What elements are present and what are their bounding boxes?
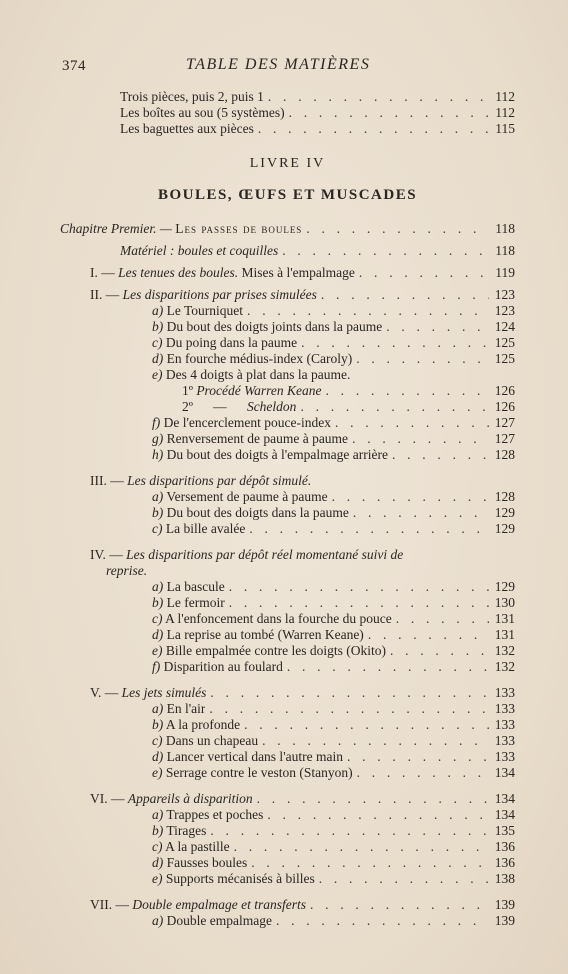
sub-entry: a) Trappes et poches . . . 134	[60, 807, 515, 823]
dot-leader	[386, 643, 489, 659]
dot-leader	[285, 105, 489, 121]
dot-leader	[243, 303, 489, 319]
sub-entry: e) Supports mécanisés à billes . . . 138	[60, 871, 515, 887]
section-entry: IV. — Les disparitions par dépôt réel momentané suivi de	[90, 547, 404, 562]
dot-leader	[258, 733, 489, 749]
dot-leader	[331, 415, 489, 431]
chapter-label: Chapitre Premier. —	[60, 221, 176, 236]
entry-text: Trois pièces, puis 2, puis 1	[120, 89, 264, 104]
dot-leader	[328, 489, 489, 505]
sub-entry: a) Versement de paume à paume . . . 128	[60, 489, 515, 505]
entry-text: Les boîtes au sou (5 systèmes)	[120, 105, 285, 120]
sub-entry: b) Tirages . . . 135	[60, 823, 515, 839]
entry-page: 112	[495, 105, 515, 120]
toc-entry	[60, 105, 515, 121]
sub-entry: a) En l'air . . . 133	[60, 701, 515, 717]
materiel-entry	[60, 243, 515, 259]
running-title: TABLE DES MATIÈRES	[186, 56, 371, 73]
dot-leader	[253, 791, 489, 807]
table-of-contents	[60, 89, 515, 929]
dot-leader	[392, 611, 489, 627]
sub-entry: f) Disparition au foulard . . . 132	[60, 659, 515, 675]
sub-sub-entry: 1º Procédé Warren Keane . . . 126	[60, 383, 515, 399]
sub-entry: c) A la pastille . . . 136	[60, 839, 515, 855]
entry-text: Matériel : boules et coquilles	[120, 243, 279, 258]
dot-leader	[254, 121, 489, 137]
dot-leader	[352, 351, 489, 367]
entry-page: 118	[495, 243, 515, 258]
sub-entry: a) Double empalmage . . . 139	[60, 913, 515, 929]
dot-leader	[240, 717, 489, 733]
sub-entry: b) A la profonde . . . 133	[60, 717, 515, 733]
dot-leader	[355, 265, 489, 281]
entry-page: 119	[495, 265, 515, 280]
sub-entry: c) A l'enfoncement dans la fourche du pouce . . . 131	[60, 611, 515, 627]
sub-entry: e) Des 4 doigts à plat dans la paume.	[152, 367, 351, 382]
entry-page: 115	[495, 121, 515, 136]
dot-leader	[353, 765, 489, 781]
dot-leader	[225, 579, 489, 595]
dot-leader	[388, 447, 489, 463]
sub-entry: f) De l'encerclement pouce-index . . . 127	[60, 415, 515, 431]
sub-entry: c) La bille avalée . . . 129	[60, 521, 515, 537]
dot-leader	[317, 287, 489, 303]
entry-page: 112	[495, 89, 515, 104]
dot-leader	[315, 871, 489, 887]
dot-leader	[278, 243, 489, 259]
entry-text: Les baguettes aux pièces	[120, 121, 254, 136]
sub-entry: e) Serrage contre le veston (Stanyon) . . . 134	[60, 765, 515, 781]
sub-entry: d) Fausses boules . . . 136	[60, 855, 515, 871]
dot-leader	[272, 913, 489, 929]
sub-entry: c) Du poing dans la paume . . . 125	[60, 335, 515, 351]
dot-leader	[296, 399, 489, 415]
sub-entry: a) Le Tourniquet . . . 123	[60, 303, 515, 319]
dot-leader	[348, 431, 489, 447]
toc-entry	[60, 89, 515, 105]
sub-entry: d) La reprise au tombé (Warren Keane) . . . 131	[60, 627, 515, 643]
page-number: 374	[62, 58, 86, 74]
section-title-continued: reprise.	[106, 563, 148, 578]
dot-leader	[205, 701, 489, 717]
dot-leader	[230, 839, 489, 855]
dot-leader	[264, 89, 489, 105]
entry-page: 123	[494, 287, 515, 302]
sub-entry: e) Bille empalmée contre les doigts (Okito) . . . 132	[60, 643, 515, 659]
sub-entry: g) Renversement de paume à paume . . . 127	[60, 431, 515, 447]
page-header	[62, 56, 508, 78]
section-entry: I. — Les tenues des boules. Mises à l'empalmage . . . 119	[60, 265, 515, 281]
sub-entry: d) Lancer vertical dans l'autre main . . . 133	[60, 749, 515, 765]
dot-leader	[306, 897, 489, 913]
dot-leader	[382, 319, 489, 335]
dot-leader	[349, 505, 489, 521]
dot-leader	[322, 383, 489, 399]
section-entry: VII. — Double empalmage et transferts . . . 139	[60, 897, 515, 913]
dot-leader	[364, 627, 489, 643]
sub-sub-entry: 2º — Scheldon . . . 126	[60, 399, 515, 415]
sub-entry: h) Du bout des doigts à l'empalmage arrière . . . 128	[60, 447, 515, 463]
sub-entry: b) Le fermoir . . . 130	[60, 595, 515, 611]
sub-entry: b) Du bout des doigts joints dans la paume . . . 124	[60, 319, 515, 335]
dot-leader	[247, 855, 489, 871]
section-entry: V. — Les jets simulés . . . 133	[60, 685, 515, 701]
dot-leader	[283, 659, 489, 675]
dot-leader	[302, 221, 489, 237]
chapter-title: Les passes de boules	[175, 221, 303, 236]
section-entry: III. — Les disparitions par dépôt simulé.	[90, 473, 312, 488]
toc-entry	[60, 121, 515, 137]
dot-leader	[263, 807, 489, 823]
chapter-entry	[60, 221, 515, 237]
sub-entry: c) Dans un chapeau . . . 133	[60, 733, 515, 749]
livre-heading: LIVRE IV	[249, 156, 326, 171]
section-entry: II. — Les disparitions par prises simulées . . . 123	[60, 287, 515, 303]
section-title: BOULES, ŒUFS ET MUSCADES	[157, 187, 418, 203]
dot-leader	[245, 521, 489, 537]
sub-entry: b) Du bout des doigts dans la paume . . . 129	[60, 505, 515, 521]
sub-entry: d) En fourche médius-index (Caroly) . . . 125	[60, 351, 515, 367]
dot-leader	[206, 823, 489, 839]
section-entry: VI. — Appareils à disparition . . . 134	[60, 791, 515, 807]
entry-page: 118	[495, 221, 515, 236]
dot-leader	[297, 335, 489, 351]
dot-leader	[225, 595, 489, 611]
sub-entry: a) La bascule . . . 129	[60, 579, 515, 595]
dot-leader	[206, 685, 489, 701]
dot-leader	[343, 749, 489, 765]
